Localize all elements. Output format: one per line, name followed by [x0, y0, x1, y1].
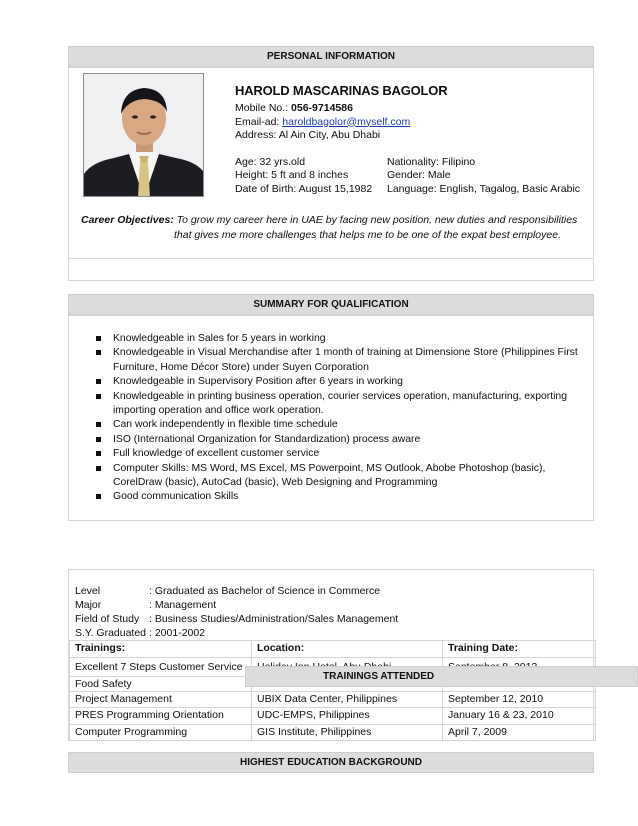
table-cell: Excellent 7 Steps Customer Service [70, 657, 252, 676]
table-cell: Food Safety [70, 676, 252, 691]
mobile-label: Mobile No.: [235, 102, 292, 114]
education-details [75, 584, 475, 640]
table-cell: UBIX Data Center, Philippines [252, 691, 443, 708]
education-key: Field of Study [75, 613, 140, 625]
list-item: Good communication Skills [93, 490, 585, 504]
education-row [75, 626, 475, 640]
education-key: S.Y. Graduated [75, 627, 147, 639]
list-item: Knowledgeable in Visual Merchandise after 1 month of training at Dimensione Store (Philippines First Furniture, Home Décor Store) under Suyen Corporation [93, 346, 585, 375]
list-item: Knowledgeable in printing business operation, courier services operation, manufacturing, exporting importing operation and office work operation. [93, 390, 585, 419]
education-row [75, 612, 475, 626]
education-value: : Business Studies/Administration/Sales Management [149, 613, 399, 625]
language: Language: English, Tagalog, Basic Arabic [387, 182, 581, 195]
career-objective [81, 213, 586, 243]
mobile-line [235, 102, 590, 116]
career-objective-line-1: To grow my career here in UAE by facing new position, new duties and responsibilities [173, 214, 578, 226]
table-header-cell: Training Date: [443, 641, 596, 658]
education-key: Level [75, 585, 101, 597]
personal-information-box [68, 67, 594, 281]
education-value: : Graduated as Bachelor of Science in Commerce [149, 585, 381, 597]
education-key: Major [75, 599, 102, 611]
highest-education-header: HIGHEST EDUCATION BACKGROUND [68, 752, 594, 773]
trainings-table [69, 640, 596, 741]
table-cell: April 7, 2009 [443, 724, 596, 741]
list-item: Knowledgeable in Supervisory Position after 6 years in working [93, 375, 585, 389]
list-item: ISO (International Organization for Standardization) process aware [93, 433, 585, 447]
personal-divider [69, 258, 593, 259]
nationality: Nationality: Filipino [387, 155, 476, 168]
table-header-row [70, 641, 596, 658]
list-item: Can work independently in flexible time schedule [93, 418, 585, 432]
mobile-number: 056-9714586 [291, 102, 353, 114]
table-header-cell: Trainings: [70, 641, 252, 658]
profile-photo-image [84, 74, 204, 197]
age: Age: 32 yrs.old [235, 155, 306, 168]
list-item: Full knowledge of excellent customer service [93, 447, 585, 461]
date-of-birth: Date of Birth: August 15,1982 [235, 182, 373, 195]
gender: Gender: Male [387, 169, 451, 181]
email-label: Email-ad: [235, 115, 283, 128]
education-row [75, 598, 475, 612]
table-row [70, 708, 596, 725]
address: Address: Al Ain City, Abu Dhabi [235, 129, 381, 141]
qualification-header: SUMMARY FOR QUALIFICATION [68, 294, 594, 315]
email-line [235, 116, 590, 130]
career-objective-label: Career Objectives: [81, 214, 174, 226]
height-gender-row [235, 169, 590, 183]
list-item: Knowledgeable in Sales for 5 years in working [93, 332, 585, 346]
list-item: Computer Skills: MS Word, MS Excel, MS Powerpoint, MS Outlook, Abobe Photoshop (basic), CorelDraw (basic), AutoCad (basic), Web Designing and Programming [93, 462, 585, 491]
qualification-list [93, 332, 585, 505]
age-nationality-row [235, 156, 590, 170]
personal-information-header: PERSONAL INFORMATION [68, 46, 594, 67]
education-row [75, 584, 475, 598]
table-row [70, 724, 596, 741]
education-value: : Management [149, 599, 217, 611]
trainings-attended-header: TRAININGS ATTENDED [245, 666, 638, 687]
email-link[interactable]: haroldbagolor@myself.com [282, 115, 411, 128]
full-name: HAROLD MASCARINAS BAGOLOR [235, 83, 448, 98]
table-cell: UDC-EMPS, Philippines [252, 708, 443, 725]
table-cell: September 12, 2010 [443, 691, 596, 708]
personal-details [235, 82, 590, 196]
career-objective-line-2: that gives me more challenges that helps me to be one of the expat best employee. [174, 229, 561, 241]
education-value: : 2001-2002 [149, 627, 206, 639]
table-cell: PRES Programming Orientation [70, 708, 252, 725]
dob-language-row [235, 183, 590, 197]
height: Height: 5 ft and 8 inches [235, 169, 349, 181]
profile-photo [83, 73, 204, 197]
table-row [70, 691, 596, 708]
education-box [68, 569, 594, 741]
qualification-box [68, 315, 594, 521]
table-header-cell: Location: [252, 641, 443, 658]
table-cell: Project Management [70, 691, 252, 708]
table-cell: Computer Programming [70, 724, 252, 741]
table-cell: GIS Institute, Philippines [252, 724, 443, 741]
table-cell: January 16 & 23, 2010 [443, 708, 596, 725]
